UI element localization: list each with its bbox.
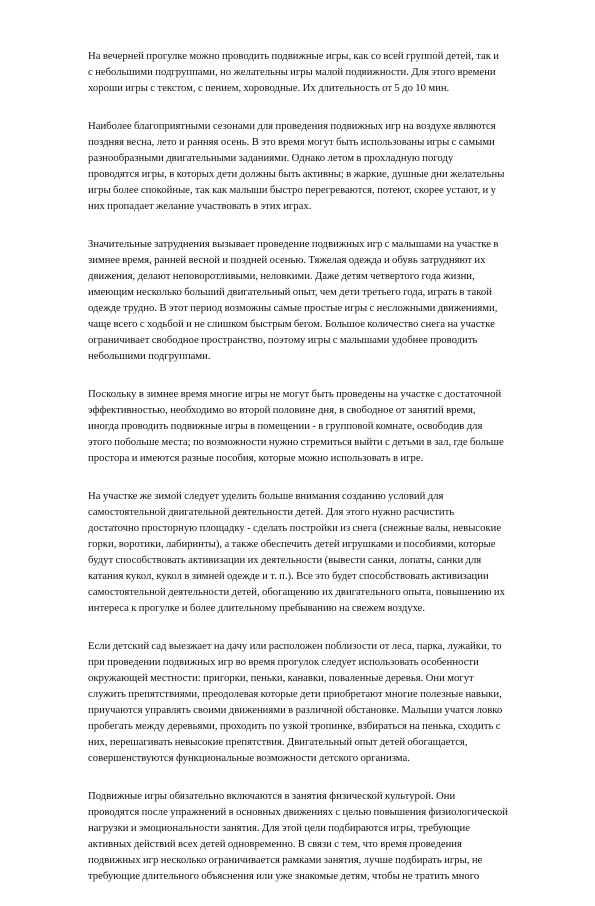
text-line: требующие длительного объяснения или уже знакомые детям, чтобы не тратить много [88, 870, 480, 882]
paragraph-terrain-features [88, 638, 552, 766]
text-line: при проведении подвижных игр во время прогулок следует использовать особенности [88, 656, 479, 668]
text-line: На участке же зимой следует уделить больше внимания созданию условий для [88, 490, 444, 502]
text-line: с небольшими подгруппами, но желательны игры малой подвижности. Для этого времени [88, 66, 496, 78]
text-line: окружающей местности: пригорки, пеньки, канавки, поваленные деревья. Они могут [88, 672, 474, 684]
text-line: активных действий всех детей одновременно. В связи с тем, что время проведения [88, 838, 462, 850]
text-line: движения, делают неповоротливыми, неловкими. Даже детям четвертого года жизни, [88, 270, 475, 282]
text-line: катания кукол, кукол в зимней одежде и т. п.). Все это будет способствовать активизации [88, 570, 489, 582]
text-line: хороши игры с текстом, с пением, хороводные. Их длительность от 5 до 10 мин. [88, 82, 450, 94]
text-line: будут способствовать активизации их деятельности (вывести санки, лопаты, санки для [88, 554, 482, 566]
paragraph-pe-classes [88, 788, 552, 884]
text-line: приучаются управлять своими движениями в различной обстановке. Малыши учатся ловко [88, 704, 503, 716]
text-line: небольшими подгруппами. [88, 350, 211, 362]
text-line: Поскольку в зимнее время многие игры не могут быть проведены на участке с достаточной [88, 388, 502, 400]
text-line: ограничивает свободное пространство, поэтому игры с малышами удобнее проводить [88, 334, 478, 346]
text-line: самостоятельной деятельности детей, обогащению их двигательного опыта, повышению их [88, 586, 505, 598]
text-line: На вечерней прогулке можно проводить подвижные игры, как со всей группой детей, так и [88, 50, 500, 62]
text-line: Если детский сад выезжает на дачу или расположен поблизости от леса, парка, лужайки, то [88, 640, 502, 652]
text-line: чаще всего с ходьбой и не слишком быстрым бегом. Большое количество снега на участке [88, 318, 495, 330]
text-line: разнообразными двигательными заданиями. Однако летом в прохладную погоду [88, 152, 454, 164]
text-line: них пропадает желание участвовать в этих играх. [88, 200, 312, 212]
text-line: этого побольше места; по возможности нужно стремиться выйти с детьми в зал, где больше [88, 436, 504, 448]
text-line: служить препятствиями, преодолевая которые дети приобретают многие полезные навыки, [88, 688, 502, 700]
text-line: них, перешагивать невысокие препятствия. Двигательный опыт детей обогащается, [88, 736, 468, 748]
text-line: поздняя весна, лето и ранняя осень. В это время могут быть использованы игры с самыми [88, 136, 495, 148]
text-line: самостоятельной двигательной деятельности детей. Для этого нужно расчистить [88, 506, 455, 518]
paragraph-indoor-games [88, 386, 552, 466]
text-line: Значительные затруднения вызывает проведение подвижных игр с малышами на участке в [88, 238, 499, 250]
document-page [88, 48, 552, 906]
text-line: одежде трудно. В этот период возможны самые простые игры с несложными движениями, [88, 302, 498, 314]
text-line: зимнее время, ранней весной и поздней осенью. Тяжелая одежда и обувь затрудняют их [88, 254, 486, 266]
text-line: Наиболее благоприятными сезонами для проведения подвижных игр на воздухе являются [88, 120, 496, 132]
text-line: эффективностью, необходимо во второй половине дня, в свободное от занятий время, [88, 404, 476, 416]
text-line: проводятся игры, в которых дети должны быть активны; в жаркие, душные дни желательны [88, 168, 505, 180]
paragraph-winter-difficulties [88, 236, 552, 364]
text-line: проводятся после упражнений в основных движениях с целью повышения физиологической [88, 806, 508, 818]
text-line: подвижных игр несколько ограничивается рамками занятия, лучше подбирать игры, не [88, 854, 483, 866]
text-line: имеющим несколько больший двигательный опыт, чем дети третьего года, играть в такой [88, 286, 492, 298]
text-line: интереса к прогулке и более длительному пребыванию на свежем воздухе. [88, 602, 426, 614]
text-line: горки, воротики, лабиринты), а также обеспечить детей игрушками и пособиями, которые [88, 538, 496, 550]
text-line: нагрузки и эмоциональности занятия. Для этой цели подбираются игры, требующие [88, 822, 470, 834]
text-line: игры более спокойные, так как малыши быстро перегреваются, потеют, скорее устают, и у [88, 184, 496, 196]
text-line: иногда проводить подвижные игры в помещении - в групповой комнате, освободив для [88, 420, 483, 432]
text-line: достаточно просторную площадку - сделать постройки из снега (снежные валы, невысокие [88, 522, 502, 534]
text-line: пробегать между деревьями, проходить по узкой тропинке, взбираться на пенька, сходить с [88, 720, 501, 732]
text-line: совершенствуются функциональные возможности детского организма. [88, 752, 410, 764]
text-line: простора и имеются разные пособия, которые можно использовать в игре. [88, 452, 424, 464]
paragraph-evening-walk [88, 48, 552, 96]
text-line: Подвижные игры обязательно включаются в занятия физической культурой. Они [88, 790, 456, 802]
paragraph-favorable-seasons [88, 118, 552, 214]
paragraph-winter-site [88, 488, 552, 616]
